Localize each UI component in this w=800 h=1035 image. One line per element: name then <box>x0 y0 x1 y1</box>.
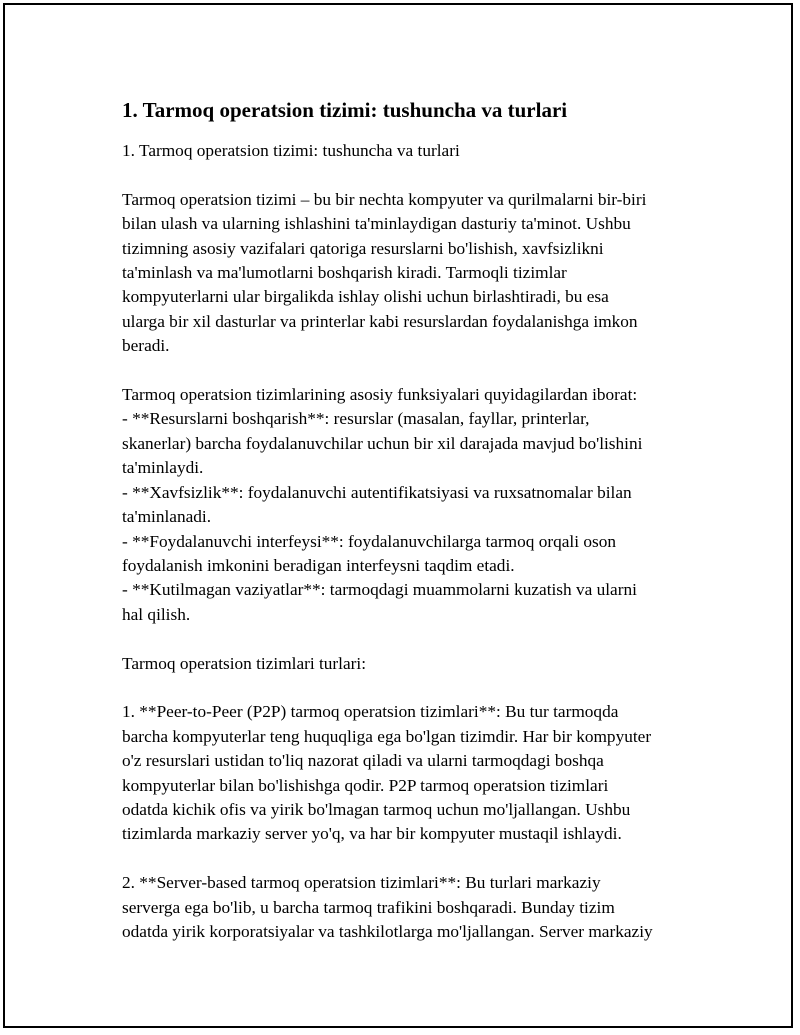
document-heading: 1. Tarmoq operatsion tizimi: tushuncha va turlari <box>122 98 568 122</box>
document-body: 1. Tarmoq operatsion tizimi: tushuncha va turlari Tarmoq operatsion tizimi – bu bir nechta kompyuter va qurilmalarni bir-biri bilan ulash va ularning ishlashini ta'minlaydigan dasturiy ta'minot. Ushbu tizimning asosiy vazifalari qatoriga resurslarni bo'lishish, xavfsizlikni ta'minlash va ma'lumotlarni boshqarish kiradi. Tarmoqli tizimlar kompyuterlarni ular birgalikda ishlay olishi uchun birlashtiradi, bu esa ularga bir xil dasturlar va printerlar kabi resurslardan foydalanishga imkon beradi. Tarmoq operatsion tizimlarining asosiy funksiyalari quyidagilardan iborat: - **Resurslarni boshqarish**: resurslar (masalan, fayllar, printerlar, skanerlar) barcha foydalanuvchilar uchun bir xil darajada mavjud bo'lishini ta'minlaydi. - **Xavfsizlik**: foydalanuvchi autentifikatsiyasi va ruxsatnomalar bilan ta'minlanadi. - **Foydalanuvchi interfeysi**: foydalanuvchilarga tarmoq orqali oson foydalanish imkonini beradigan interfeysni taqdim etadi. - **Kutilmagan vaziyatlar**: tarmoqdagi muammolarni kuzatish va ularni hal qilish. Tarmoq operatsion tizimlari turlari: 1. **Peer-to-Peer (P2P) tarmoq operatsion tizimlari**: Bu tur tarmoqda barcha kompyuterlar teng huquqliga ega bo'lgan tizimdir. Har bir kompyuter o'z resurslari ustidan to'liq nazorat qiladi va ularni tarmoqdagi boshqa kompyuterlar bilan bo'lishishga qodir. P2P tarmoq operatsion tizimlari odatda kichik ofis va yirik bo'lmagan tarmoq uchun mo'ljallangan. Ushbu tizimlarda markaziy server yo'q, va har bir kompyuter mustaqil ishlaydi. 2. **Server-based tarmoq operatsion tizimlari**: Bu turlari markaziy serverga ega bo'lib, u barcha tarmoq trafikini boshqaradi. Bunday tizim odatda yirik korporatsiyalar va tashkilotlarga mo'ljallangan. Server markaziy <box>122 141 653 941</box>
document-content <box>122 97 702 944</box>
document-page <box>3 3 793 1028</box>
